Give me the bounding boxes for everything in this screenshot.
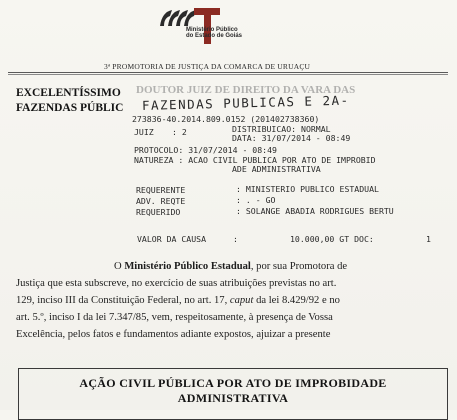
caput-italic: caput [229,295,254,306]
stamp-adv-label: ADV. REQTE [136,196,186,206]
ministerio-publico-bold: Ministério Público Estadual [124,261,251,272]
stamp-adv-value: : . - GO [236,195,276,205]
paragraph-line3: 129, inciso III da Constituição Federal, no art. 17, caput da lei 8.429/92 e no [16,295,340,306]
stamp-valor-colon: : [233,234,238,244]
salutation-faded-text: DOUTOR JUIZ DE DIREITO DA VARA DAS [136,84,356,96]
stamp-protocolo: PROTOCOLO: 31/07/2014 - 08:49 [134,145,277,155]
petition-paragraph [16,258,446,343]
paragraph-line5: Excelência, pelos fatos e fundamentos adiante expostos, ajuizar a presente [16,329,331,340]
stamp-valor-amount: 10.000,00 GT DOC: [290,234,374,244]
paragraph-line2: Justiça que esta subscreve, no exercício de suas atribuições previstas no art. [16,278,337,289]
promotoria-header: 3ª PROMOTORIA DE JUSTIÇA DA COMARCA DE URUAÇU [104,62,311,71]
paragraph-line4: art. 5.º, inciso I da lei 7.347/85, vem, respeitosamente, à presença de Vossa [16,312,333,323]
stamp-natureza-line2: ADE ADMINISTRATIVA [232,164,321,174]
stamp-data: DATA: 31/07/2014 - 08:49 [232,133,351,143]
stamp-natureza-line1: NATUREZA : ACAO CIVIL PUBLICA POR ATO DE IMPROBID [134,155,376,165]
action-title-line2: ADMINISTRATIVA [177,391,289,405]
salutation-line2: FAZENDAS PÚBLIC [16,102,124,114]
header-divider [8,72,448,73]
stamp-requerente-value: : MINISTERIO PUBLICO ESTADUAL [236,184,379,194]
action-title-line1: AÇÃO CIVIL PÚBLICA POR ATO DE IMPROBIDADE [79,376,387,390]
stamp-valor-label: VALOR DA CAUSA [137,234,207,244]
header-divider-thin [8,74,448,75]
paragraph-line1: O Ministério Público Estadual, por sua Promotora de [114,261,348,272]
stamp-heading: FAZENDAS PUBLICAS E 2A- [141,92,350,113]
stamp-juiz-label: JUIZ [134,127,154,137]
org-line1: Ministério Público [186,27,238,33]
org-line2: do Estado de Goiás [186,33,243,39]
stamp-requerido-label: REQUERIDO [136,207,181,217]
salutation-line1: EXCELENTÍSSIMO [16,87,121,99]
stamp-juiz-value: : 2 [172,127,187,137]
stamp-requerente-label: REQUERENTE [136,185,186,195]
logo-caption [186,27,242,39]
stamp-requerido-value: : SOLANGE ABADIA RODRIGUES BERTU [236,206,394,216]
stamp-process-number: 273836-40.2014.809.0152 (201402738360) [132,114,320,124]
stamp-distribuicao: DISTRIBUICAO: NORMAL [232,124,331,134]
action-title-box [18,368,448,420]
stamp-doc-number: 1 [426,234,431,244]
